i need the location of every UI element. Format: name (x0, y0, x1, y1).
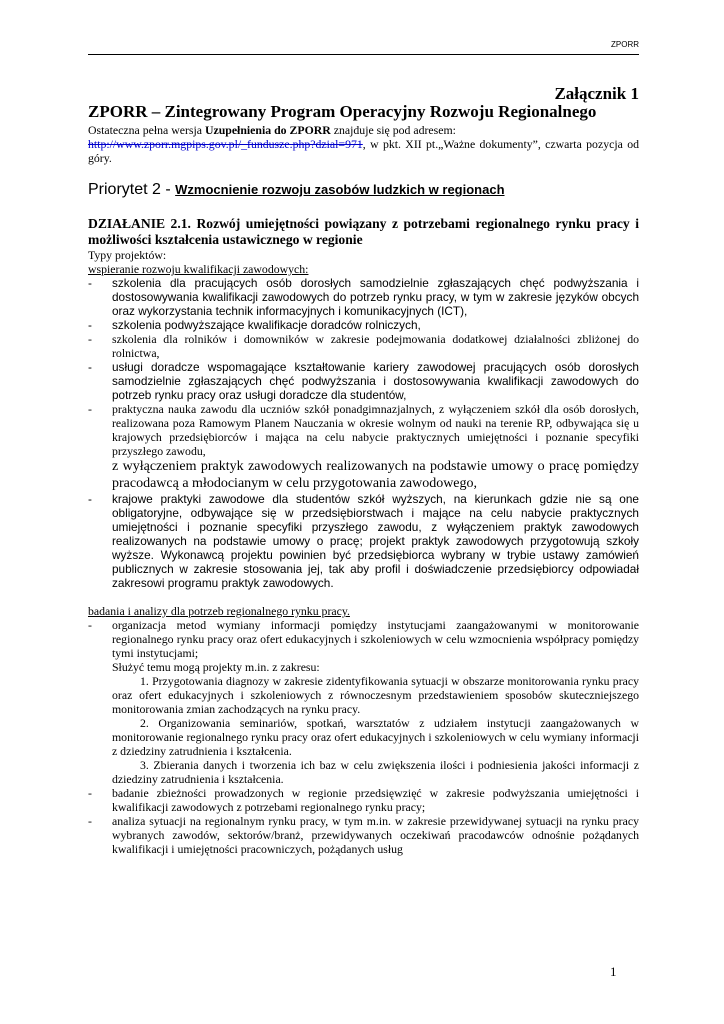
list-continuation: z wyłączeniem praktyk zawodowych realizowanych na podstawie umowy o pracę pomiędzy pracodawcą a młodocianym w celu przygotowania zawodowego, (112, 459, 639, 491)
intro-text-end: znajduje się pod adresem: (330, 123, 456, 137)
list-item: - szkolenia dla rolników i domowników w zakresie podejmowania dodatkowej działalności zbliżonej do rolnictwa, (88, 332, 639, 360)
list-item: - szkolenia podwyższające kwalifikacje doradców rolniczych, (88, 318, 639, 332)
list-item: - krajowe praktyki zawodowe dla studentów szkół wyższych, na kierunkach gdzie nie są one obligatoryjne, odbywające się w przedsiębiorstwach i mające na celu nabycie praktycznych umiejętności i poznanie specyfiki przyszłego zawodu, z wyłączeniem praktyk zawodowych realizowanych na podstawie umowy o pracę; projekt praktyk zawodowych przygotowują szkoły wyższe. Wykonawcą projektu powinien być przedsiębiorca wybrany w trybie ustawy zamówień publicznych w zakresie stosowania jej, tak aby profil i doświadczenie przedsiębiorcy odpowiadał zakresowi programu praktyk zawodowych. (88, 492, 639, 590)
action-heading: DZIAŁANIE 2.1. Rozwój umiejętności powiązany z potrzebami regionalnego rynku pracy i możliwości kształcenia ustawicznego w regionie (88, 216, 639, 247)
intro-bold: Uzupełnienia do ZPORR (204, 123, 331, 137)
document-title: ZPORR – Zintegrowany Program Operacyjny Rozwoju Regionalnego (88, 102, 597, 121)
annex-label: Załącznik 1 (554, 84, 639, 103)
priority-title: Wzmocnienie rozwoju zasobów ludzkich w regionach (175, 182, 505, 197)
intro-text: Ostateczna pełna wersja (88, 123, 205, 137)
section1-list-cont (88, 492, 639, 590)
list-item: - szkolenia dla pracujących osób dorosłych samodzielnie zgłaszających chęć podwyższania i dostosowywania kwalifikacji zawodowych do potrzeb rynku pracy, w tym w zakresie języków obcych oraz wykorzystania technik informacyjnych i komunikacyjnych (ICT), (88, 276, 639, 318)
priority-label: Priorytet 2 - (88, 181, 176, 198)
section1-list (88, 276, 639, 458)
list-item: - praktyczna nauka zawodu dla uczniów szkół ponadgimnazjalnych, z wyłączeniem szkół dla osób dorosłych, realizowana poza Ramowym Planem Nauczania w okresie wolnym od nauki na terenie RP, odbywająca się u krajowych przedsiębiorców i mająca na celu nabycie praktycznych umiejętności i poznanie specyfiki przyszłego zawodu, (88, 402, 639, 458)
section2-intro: Służyć temu mogą projekty m.in. z zakresu: (112, 660, 320, 674)
numbered-item: 1. Przygotowania diagnozy w zakresie zidentyfikowania sytuacji w obszarze monitorowania rynku pracy oraz ofert edukacyjnych i szkoleniowych z równoczesnym przedstawieniem sposobów skuteczniejszego monitorowania zmian zachodzących na rynku pracy. (112, 674, 639, 716)
document-page (88, 40, 639, 856)
document-link[interactable]: http://www.zporr.mgpips.gov.pl/_fundusze.php?dzial=971 (88, 137, 363, 151)
numbered-item: 3. Zbierania danych i tworzenia ich baz w celu zwiększenia ilości i podniesienia jakości informacji z dziedziny zatrudnienia i kształcenia. (112, 758, 639, 786)
intro-paragraph (88, 123, 639, 165)
list-item: - analiza sytuacji na regionalnym rynku pracy, w tym m.in. w zakresie przewidywanej sytuacji na rynku pracy wybranych zawodów, sektorów/branż, przewidywanych oczekiwań pracodawców odnośnie pożądanych kwalifikacji i umiejętności pracowniczych, pożądanych usług (88, 814, 639, 856)
running-header: ZPORR (88, 40, 639, 55)
page-number: 1 (610, 964, 617, 979)
list-item: - usługi doradcze wspomagające kształtowanie kariery zawodowej pracujących osób dorosłych samodzielnie zgłaszających chęć podwyższania i dostosowywania kwalifikacji zawodowych do potrzeb rynku pracy oraz usługi doradcze dla studentów, (88, 360, 639, 402)
section2-list (88, 618, 639, 660)
list-item: - badanie zbieżności prowadzonych w regionie przedsięwzięć w zakresie podwyższania umiejętności i kwalifikacji zawodowych z potrzebami regionalnego rynku pracy; (88, 786, 639, 814)
section1-heading: wspieranie rozwoju kwalifikacji zawodowych: (88, 262, 309, 276)
priority-heading (88, 181, 639, 199)
section2-list-cont (88, 786, 639, 856)
section2-heading: badania i analizy dla potrzeb regionalnego rynku pracy. (88, 604, 350, 618)
numbered-item: 2. Organizowania seminariów, spotkań, warsztatów z udziałem instytucji zaangażowanych w monitorowanie regionalnego rynku pracy oraz ofert edukacyjnych i szkoleniowych w celu wymiany informacji z dziedziny zatrudnienia i kształcenia. (112, 716, 639, 758)
intro-location: , w pkt. XII pt.„Ważne dokumenty”, czwarta pozycja od góry. (88, 137, 639, 165)
list-item: - organizacja metod wymiany informacji pomiędzy instytucjami zaangażowanymi w monitorowanie regionalnego rynku pracy oraz ofert edukacyjnych i szkoleniowych w celu wzmocnienia współpracy pomiędzy tymi instytucjami; (88, 618, 639, 660)
project-types-label: Typy projektów: (88, 248, 167, 262)
